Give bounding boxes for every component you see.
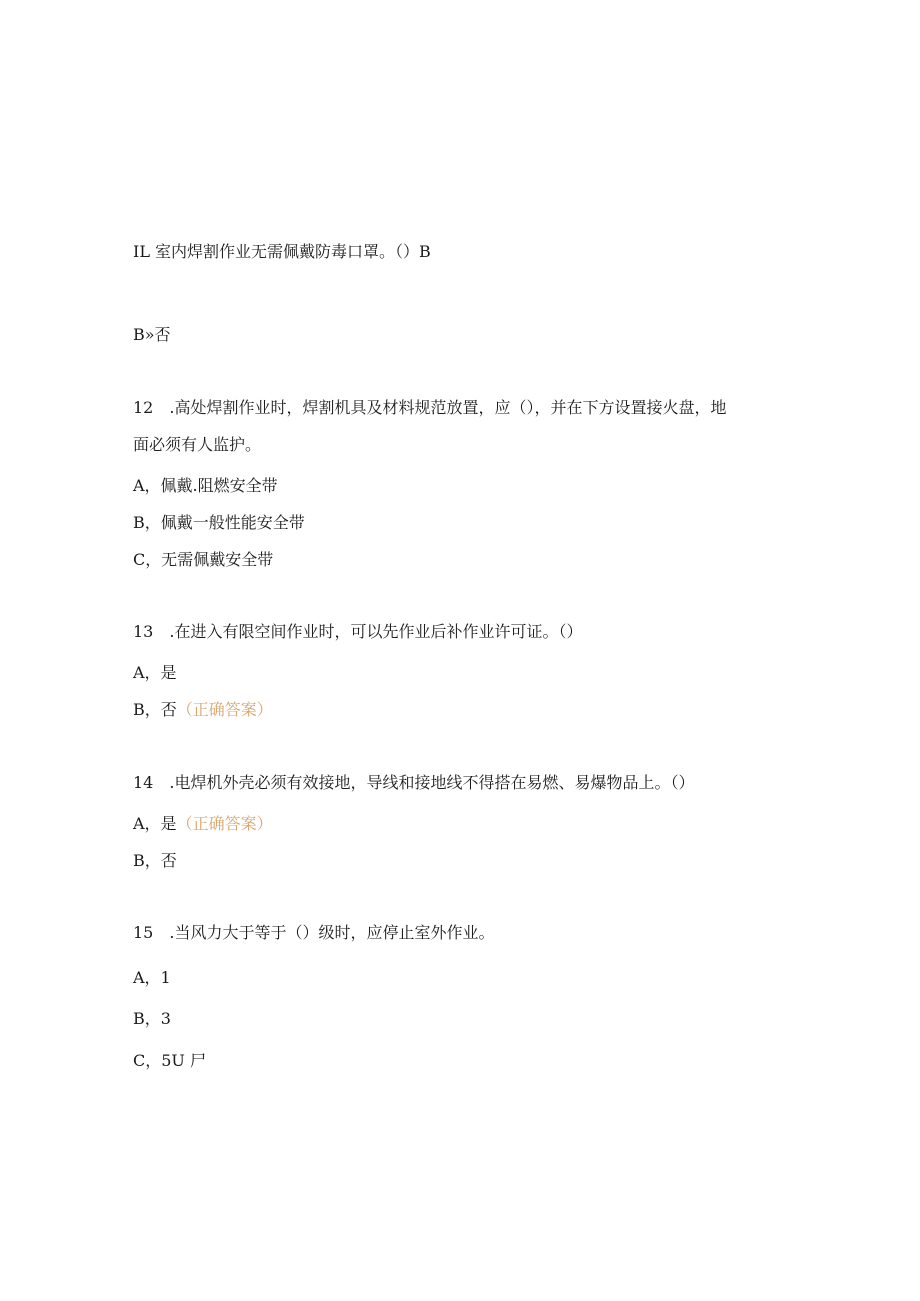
question-11-text: IL 室内焊割作业无需佩戴防毒口罩。（）B	[133, 242, 431, 261]
option-label: A，是	[133, 814, 177, 833]
question-14-option-b: B，否	[133, 851, 177, 870]
question-15-option-a: A，1	[133, 968, 171, 987]
question-12-option-b: B，佩戴一般性能安全带	[133, 513, 305, 532]
question-11-option-b: B»否	[133, 325, 171, 344]
correct-answer-mark: （正确答案）	[176, 700, 273, 719]
question-12-option-c: C，无需佩戴安全带	[133, 550, 274, 569]
question-13-option-b	[133, 700, 273, 720]
correct-answer-mark: （正确答案）	[176, 814, 273, 833]
question-15-option-c: C，5U 尸	[133, 1051, 206, 1070]
question-13-text: 13 .在进入有限空间作业时，可以先作业后补作业许可证。（）	[133, 622, 583, 641]
question-12-text-line2: 面必须有人监护。	[133, 435, 262, 454]
question-14-option-a	[133, 814, 273, 834]
option-label: B，否	[133, 700, 177, 719]
question-13-option-a: A，是	[133, 663, 177, 682]
question-12-option-a: A，佩戴.阻燃安全带	[133, 476, 278, 495]
question-15-option-b: B，3	[133, 1009, 171, 1028]
question-12-text-line1: 12 .高处焊割作业时，焊割机具及材料规范放置，应（），并在下方设置接火盘，地	[133, 398, 727, 417]
question-15-text: 15 .当风力大于等于（）级时，应停止室外作业。	[133, 923, 495, 942]
question-14-text: 14 .电焊机外壳必须有效接地，导线和接地线不得搭在易燃、易爆物品上。（）	[133, 773, 695, 792]
